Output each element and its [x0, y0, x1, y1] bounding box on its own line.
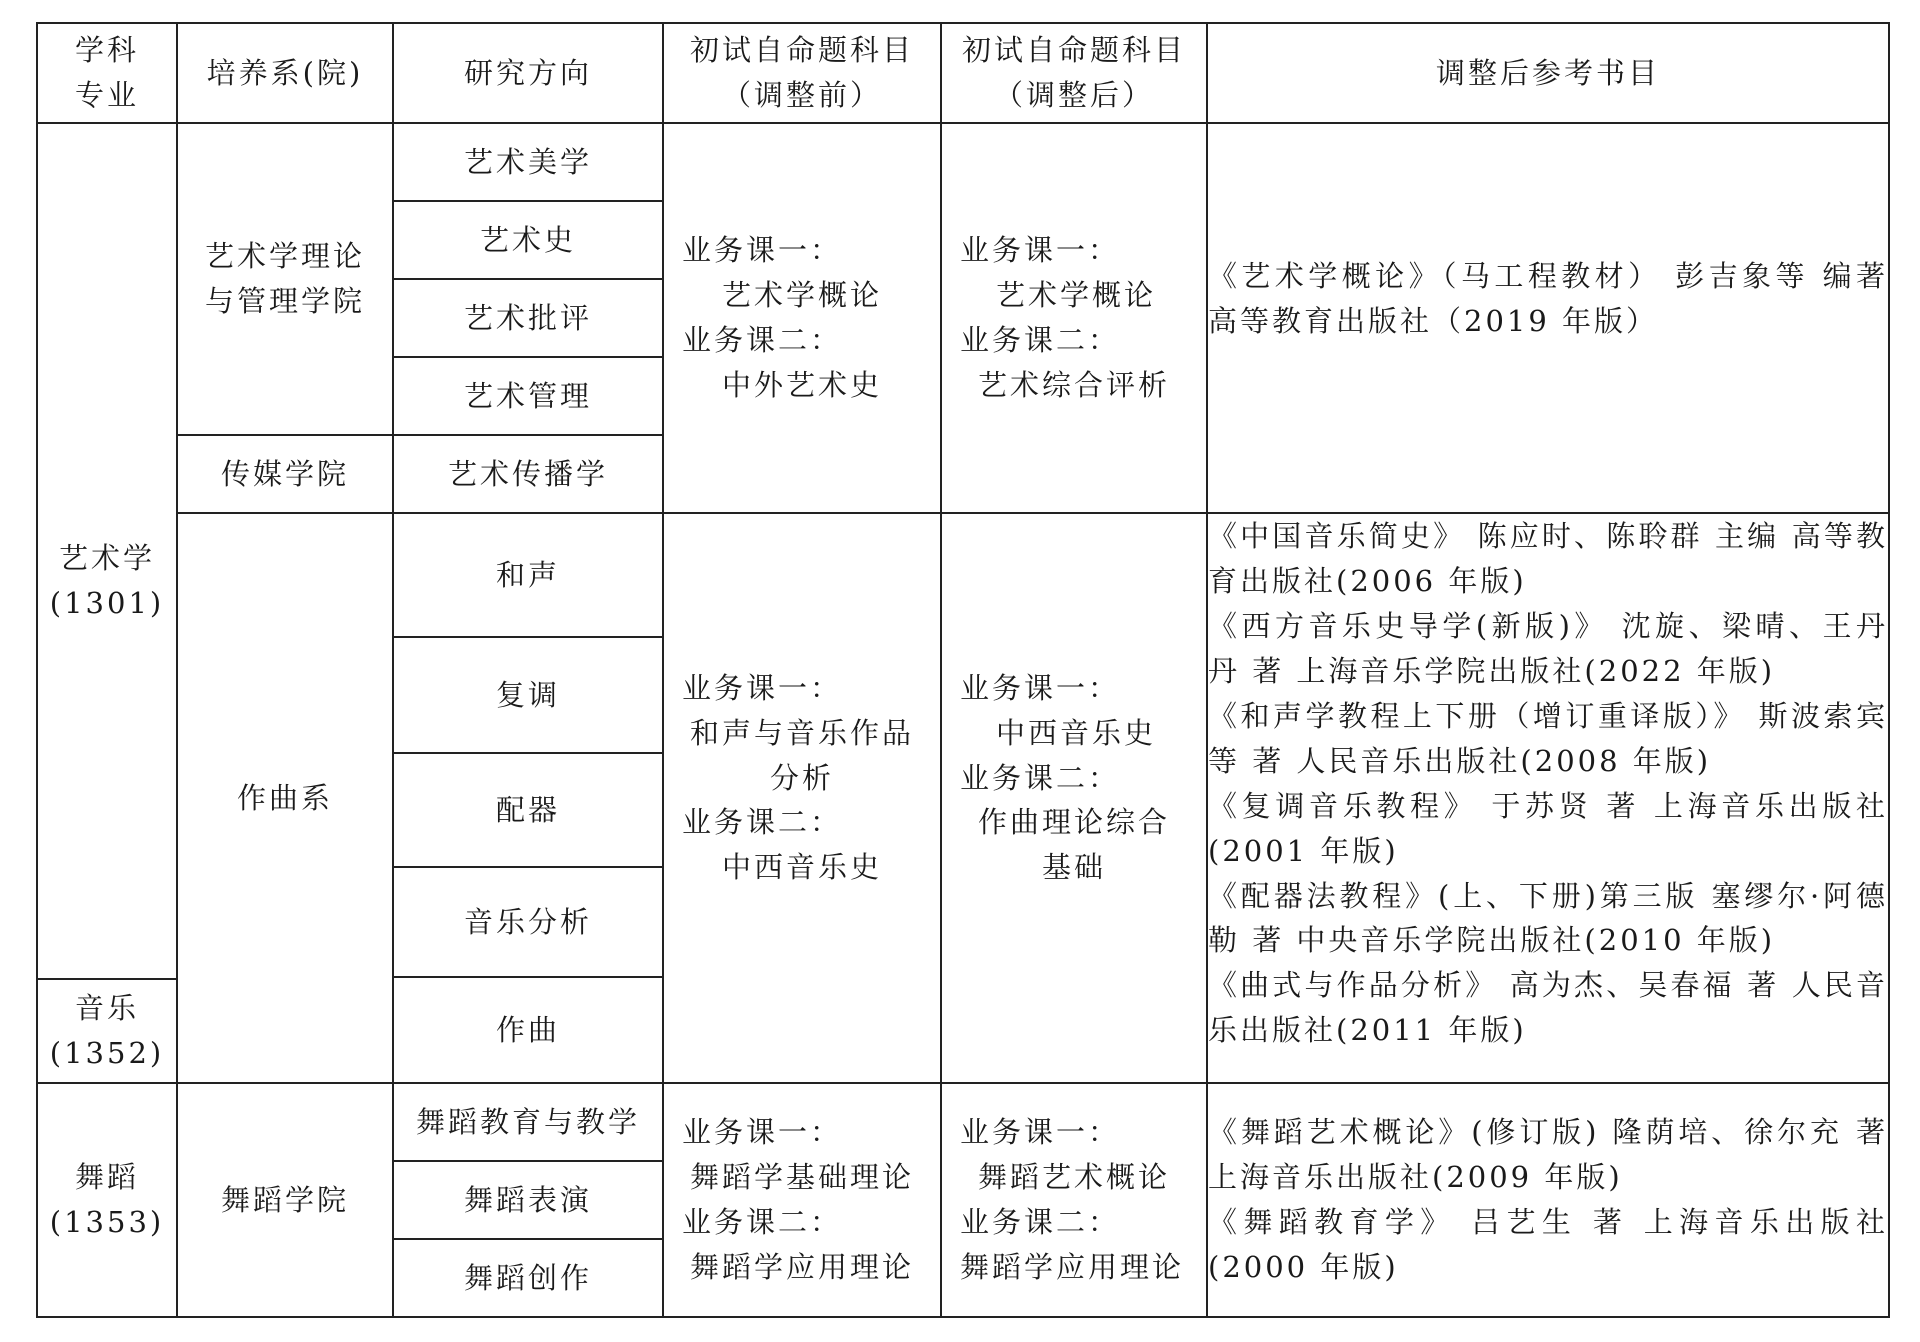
course1-label: 业务课一：	[960, 670, 1121, 705]
exam-before-dance	[663, 1083, 941, 1317]
header-major-text: 学科 专业	[74, 33, 139, 112]
exam-art-before-2: 中外艺术史	[722, 367, 883, 402]
exam-after-comp	[941, 513, 1207, 1083]
direction-art-history: 艺术史	[479, 222, 576, 257]
refs-dance	[1207, 1083, 1889, 1317]
direction-dance-performance: 舞蹈表演	[463, 1182, 592, 1217]
refs-composition	[1207, 513, 1889, 1083]
exam-comp-before-2: 中西音乐史	[722, 850, 883, 885]
exam-comp-after-2: 作曲理论综合 基础	[977, 805, 1170, 885]
direction-composition: 作曲	[495, 1012, 560, 1047]
major-dance: 舞蹈 (1353)	[49, 1160, 165, 1239]
direction-cell	[393, 201, 663, 279]
exam-art-after-1: 艺术学概论	[996, 278, 1157, 313]
refs-art	[1207, 123, 1889, 513]
header-exam-before-text: 初试自命题科目 （调整前）	[689, 33, 914, 112]
course2-label: 业务课二：	[682, 1205, 843, 1239]
direction-art-management: 艺术管理	[463, 378, 592, 413]
direction-cell	[393, 123, 663, 201]
ref-comp-0: 《中国音乐简史》 陈应时、陈聆群 主编 高等教育出版社(2006 年版)	[1208, 519, 1888, 598]
direction-art-communication: 艺术传播学	[447, 456, 608, 491]
direction-cell	[393, 435, 663, 513]
major-art-studies: 艺术学 (1301)	[49, 541, 165, 620]
direction-cell	[393, 1239, 663, 1317]
exam-dance-after-1: 舞蹈艺术概论	[978, 1160, 1171, 1195]
direction-cell	[393, 637, 663, 753]
ref-comp-2: 《和声学教程上下册（增订重译版）》 斯波索宾等 著 人民音乐出版社(2008 年版)	[1208, 698, 1888, 778]
header-refs-text: 调整后参考书目	[1435, 55, 1660, 90]
ref-comp-1: 《西方音乐史导学(新版)》 沈旋、梁晴、王丹丹 著 上海音乐学院出版社(2022 年版)	[1208, 608, 1888, 688]
dept-media: 传媒学院	[220, 456, 349, 491]
course1-label: 业务课一：	[682, 670, 843, 705]
ref-art-0: 《艺术学概论》（马工程教材） 彭吉象等 编著 高等教育出版社（2019 年版）	[1208, 259, 1888, 338]
direction-cell	[393, 279, 663, 357]
header-exam-before	[663, 23, 941, 123]
direction-music-analysis: 音乐分析	[463, 904, 592, 939]
header-refs	[1207, 23, 1889, 123]
course2-label: 业务课二：	[960, 760, 1121, 795]
ref-dance-1: 《舞蹈教育学》 吕艺生 著 上海音乐出版社(2000 年版)	[1208, 1204, 1888, 1284]
major-cell-art-studies	[37, 123, 177, 979]
dept-cell-dance	[177, 1083, 393, 1317]
dept-art-theory: 艺术学理论 与管理学院	[204, 239, 365, 318]
dept-cell-composition	[177, 513, 393, 1083]
header-major	[37, 23, 177, 123]
exam-after-dance	[941, 1083, 1207, 1317]
header-row	[37, 23, 1889, 123]
table-row	[37, 513, 1889, 637]
table-row	[37, 1083, 1889, 1161]
exam-art-before-1: 艺术学概论	[722, 278, 883, 313]
dept-composition: 作曲系	[236, 780, 333, 815]
exam-dance-after-2: 舞蹈学应用理论	[960, 1249, 1185, 1284]
direction-aesthetics: 艺术美学	[463, 144, 592, 179]
course1-label: 业务课一：	[960, 233, 1121, 268]
table-row	[37, 123, 1889, 201]
header-dept-text: 培养系(院)	[206, 55, 364, 90]
direction-cell	[393, 753, 663, 867]
exam-before-comp	[663, 513, 941, 1083]
direction-cell	[393, 1083, 663, 1161]
dept-cell-art-theory	[177, 123, 393, 435]
major-cell-dance	[37, 1083, 177, 1317]
course2-label: 业务课二：	[960, 323, 1121, 357]
dept-cell-media	[177, 435, 393, 513]
exam-dance-before-2: 舞蹈学应用理论	[690, 1249, 915, 1284]
exam-comp-before-1: 和声与音乐作品 分析	[689, 715, 914, 795]
direction-cell	[393, 867, 663, 977]
direction-cell	[393, 977, 663, 1083]
ref-comp-4: 《配器法教程》(上、下册)第三版 塞缪尔·阿德勒 著 中央音乐学院出版社(2010 年版)	[1208, 878, 1888, 958]
major-music: 音乐 (1352)	[49, 991, 165, 1070]
header-exam-after-text: 初试自命题科目 （调整后）	[961, 33, 1186, 112]
course2-label: 业务课二：	[682, 805, 843, 840]
header-direction	[393, 23, 663, 123]
ref-comp-3: 《复调音乐教程》 于苏贤 著 上海音乐出版社(2001 年版)	[1208, 788, 1888, 868]
direction-harmony: 和声	[495, 557, 560, 592]
exam-after-art	[941, 123, 1207, 513]
course2-label: 业务课二：	[682, 323, 843, 357]
direction-cell	[393, 357, 663, 435]
direction-orchestration: 配器	[495, 792, 560, 827]
course-reference-table	[36, 22, 1890, 1318]
course2-label: 业务课二：	[960, 1205, 1121, 1239]
dept-dance: 舞蹈学院	[220, 1182, 349, 1217]
exam-dance-before-1: 舞蹈学基础理论	[690, 1160, 915, 1195]
direction-art-criticism: 艺术批评	[463, 300, 592, 335]
course1-label: 业务课一：	[682, 1115, 843, 1150]
exam-comp-after-1: 中西音乐史	[996, 715, 1157, 750]
direction-counterpoint: 复调	[495, 677, 560, 712]
header-direction-text: 研究方向	[463, 55, 592, 90]
direction-cell	[393, 513, 663, 637]
direction-cell	[393, 1161, 663, 1239]
ref-comp-5: 《曲式与作品分析》 高为杰、吴春福 著 人民音乐出版社(2011 年版)	[1208, 968, 1888, 1048]
exam-art-after-2: 艺术综合评析	[978, 367, 1171, 402]
direction-dance-creation: 舞蹈创作	[463, 1260, 592, 1295]
ref-dance-0: 《舞蹈艺术概论》(修订版) 隆荫培、徐尔充 著 上海音乐出版社(2009 年版)	[1208, 1115, 1888, 1194]
course1-label: 业务课一：	[960, 1115, 1121, 1150]
header-exam-after	[941, 23, 1207, 123]
course1-label: 业务课一：	[682, 233, 843, 268]
major-cell-music	[37, 979, 177, 1083]
exam-before-art	[663, 123, 941, 513]
direction-dance-education: 舞蹈教育与教学	[415, 1104, 640, 1139]
header-dept	[177, 23, 393, 123]
